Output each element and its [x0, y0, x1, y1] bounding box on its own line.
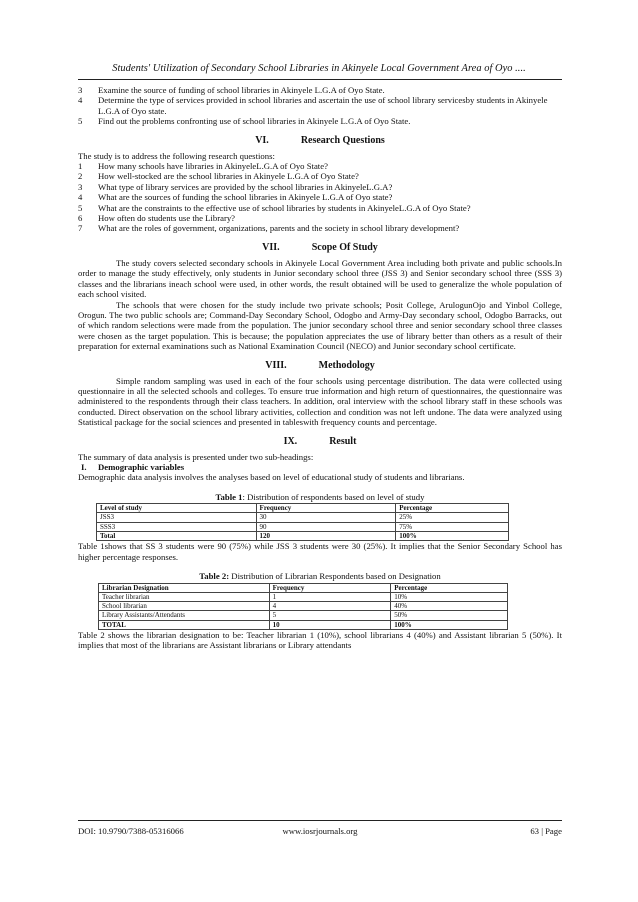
table-cell: Library Assistants/Attendants [99, 611, 270, 620]
section-number: VIII. [265, 359, 287, 371]
list-item [78, 116, 562, 126]
list-item [78, 171, 562, 181]
section-number: VII. [262, 241, 280, 253]
table-caption-text: Distribution of Librarian Respondents based on Designation [229, 571, 441, 582]
list-text: How often do students use the Library? [98, 213, 236, 224]
section-number: VI. [255, 134, 269, 146]
table-cell: 30 [256, 513, 396, 522]
running-header: Students' Utilization of Secondary School Libraries in Akinyele Local Government Area of Oyo .... [112, 63, 526, 74]
table-cell: 1 [269, 592, 391, 601]
table-cell: 100% [396, 532, 509, 541]
list-number: 6 [78, 213, 83, 224]
list-text: What are the roles of government, organizations, parents and the society in school library development? [98, 223, 460, 234]
footer-doi: DOI: 10.9790/7388-05316066 [78, 826, 184, 836]
table-row [97, 522, 509, 531]
table-cell: 90 [256, 522, 396, 531]
table-cell: SSS3 [97, 522, 257, 531]
table-2-caption [78, 571, 562, 581]
list-text: Examine the source of funding of school libraries in Akinyele L.G.A of Oyo State. [98, 85, 385, 95]
table-1-caption [78, 492, 562, 502]
list-item [78, 223, 562, 233]
list-item [78, 161, 562, 171]
footer-page-number: 63 | Page [530, 826, 562, 836]
column-header: Percentage [396, 504, 509, 513]
research-questions-list [78, 161, 562, 234]
research-questions-intro: The study is to address the following research questions: [78, 150, 275, 161]
list-item [78, 192, 562, 202]
table-cell: Total [97, 532, 257, 541]
list-item [78, 182, 562, 192]
section-title: Scope Of Study [311, 241, 378, 253]
table-1-discussion: Table 1shows that SS 3 students were 90 (75%) while JSS 3 students were 30 (25%). It implies that the Senior Secondary School has higher percentage responses. [78, 541, 562, 562]
section-heading-scope [78, 242, 562, 254]
list-number: 3 [78, 181, 83, 192]
list-number: 2 [78, 171, 83, 182]
subheading-demographic-variables [78, 462, 562, 472]
section-title: Research Questions [300, 134, 385, 146]
column-header: Level of study [97, 504, 257, 513]
table-cell: 75% [396, 522, 509, 531]
table-cell: JSS3 [97, 513, 257, 522]
list-text: Find out the problems confronting use of school libraries in Akinyele L.G.A of Oyo State. [98, 116, 411, 127]
table-caption-text: : Distribution of respondents based on level of study [242, 491, 425, 502]
footer-rule [78, 820, 562, 821]
table-label: Table 1 [215, 491, 243, 502]
demographic-text: Demographic data analysis involves the analyses based on level of educational study of students and librarians. [78, 472, 465, 483]
section-heading-research-questions [78, 135, 562, 147]
scope-paragraph-1: The study covers selected secondary schools in Akinyele Local Government Area including both private and public schools.In order to manage the study effectively, only students in Junior secondary school three (JSS 3) and Senior secondary school three (SSS 3) classes and the librarians ineach school were used, in other words, the result obtained will be used to generalize the whole population of each school visited. [78, 257, 562, 300]
footer-url: www.iosrjournals.org [282, 826, 358, 836]
list-item [78, 95, 562, 116]
subheading-title: Demographic variables [98, 461, 185, 472]
table-2-discussion: Table 2 shows the librarian designation to be: Teacher librarian 1 (10%), school librarians 4 (40%) and Assistant librarian 5 (50%). It implies that most of the librarians are Assistant librarians or Library attendants [78, 630, 562, 651]
table-cell: 10% [391, 592, 508, 601]
subheading-number: I. [81, 461, 87, 472]
table-cell: 5 [269, 611, 391, 620]
table-total-row [97, 532, 509, 541]
list-item [78, 213, 562, 223]
column-header: Percentage [391, 583, 508, 592]
list-number: 4 [78, 95, 83, 106]
scope-paragraph-2: The schools that were chosen for the study include two private schools; Posit College, ArulogunOjo and Yinbol College, Orogun. The two public schools are; Command-Day Secondary School, Odogbo and Army-Day secondary school, Odogbo Barracks, out of which random selections were made from the population. The junior secondary school three and senior secondary school three classes were chosen as the target population. This is because; the population appreciates the use of library better than others as a result of their preparation for external examinations such as National Examination Council (NECO) and Junior secondary school certificate. [78, 299, 562, 352]
table-cell: 25% [396, 513, 509, 522]
table-cell: 40% [391, 602, 508, 611]
page-body [78, 85, 562, 651]
table-cell: 50% [391, 611, 508, 620]
table-row [99, 592, 508, 601]
table-row [99, 602, 508, 611]
objectives-list [78, 85, 562, 127]
table-cell: 4 [269, 602, 391, 611]
column-header: Librarian Designation [99, 583, 270, 592]
section-title: Methodology [318, 359, 375, 371]
table-cell: 10 [269, 620, 391, 629]
list-item [78, 85, 562, 95]
methodology-paragraph: Simple random sampling was used in each of the four schools using percentage distribution. The data were collected using questionnaire in all the selected schools and colleges. To ensure true information and high return of questionnaires, the questionnaire was administered to the respondents through their class teachers. In addition, oral interview with the school library staff in these schools was conducted. Direct observation on the school library activities, collection and condition was not left undone. The data were analyzed using Statistical package for the social sciences and presented in tableswith frequency counts and percentage. [78, 375, 562, 428]
column-header: Frequency [256, 504, 396, 513]
table-cell: 100% [391, 620, 508, 629]
table-2 [98, 583, 508, 630]
section-number: IX. [283, 435, 298, 447]
list-item [78, 203, 562, 213]
section-heading-methodology [78, 360, 562, 372]
list-text: What type of library services are provided by the school libraries in AkinyeleL.G.A? [98, 181, 393, 192]
column-header: Frequency [269, 583, 391, 592]
section-heading-result [78, 436, 562, 448]
table-1 [96, 503, 509, 541]
table-cell: Teacher librarian [99, 592, 270, 601]
table-cell: 120 [256, 532, 396, 541]
table-total-row [99, 620, 508, 629]
result-intro: The summary of data analysis is presented under two sub-headings: [78, 451, 314, 462]
list-number: 5 [78, 202, 83, 213]
table-label: Table 2: [199, 571, 230, 582]
list-text: What are the constraints to the effective use of school libraries by students in AkinyeleL.G.A of Oyo State? [98, 202, 471, 213]
list-text: How many schools have libraries in AkinyeleL.G.A of Oyo State? [98, 161, 328, 172]
list-number: 3 [78, 85, 83, 95]
list-text: How well-stocked are the school libraries in Akinyele L.G.A of Oyo State? [98, 171, 359, 182]
table-header-row [97, 504, 509, 513]
list-number: 7 [78, 223, 83, 234]
list-number: 1 [78, 161, 83, 172]
header-rule [78, 79, 562, 80]
list-text: Determine the type of services provided in school libraries and ascertain the use of school library servicesby students in Akinyele L.G.A of Oyo state. [98, 95, 548, 116]
table-row [97, 513, 509, 522]
list-number: 5 [78, 116, 83, 127]
list-text: What are the sources of funding the school libraries in Akinyele L.G.A of Oyo state? [98, 192, 393, 203]
table-header-row [99, 583, 508, 592]
table-row [99, 611, 508, 620]
section-title: Result [329, 435, 357, 447]
table-cell: School librarian [99, 602, 270, 611]
table-cell: TOTAL [99, 620, 270, 629]
list-number: 4 [78, 192, 83, 203]
